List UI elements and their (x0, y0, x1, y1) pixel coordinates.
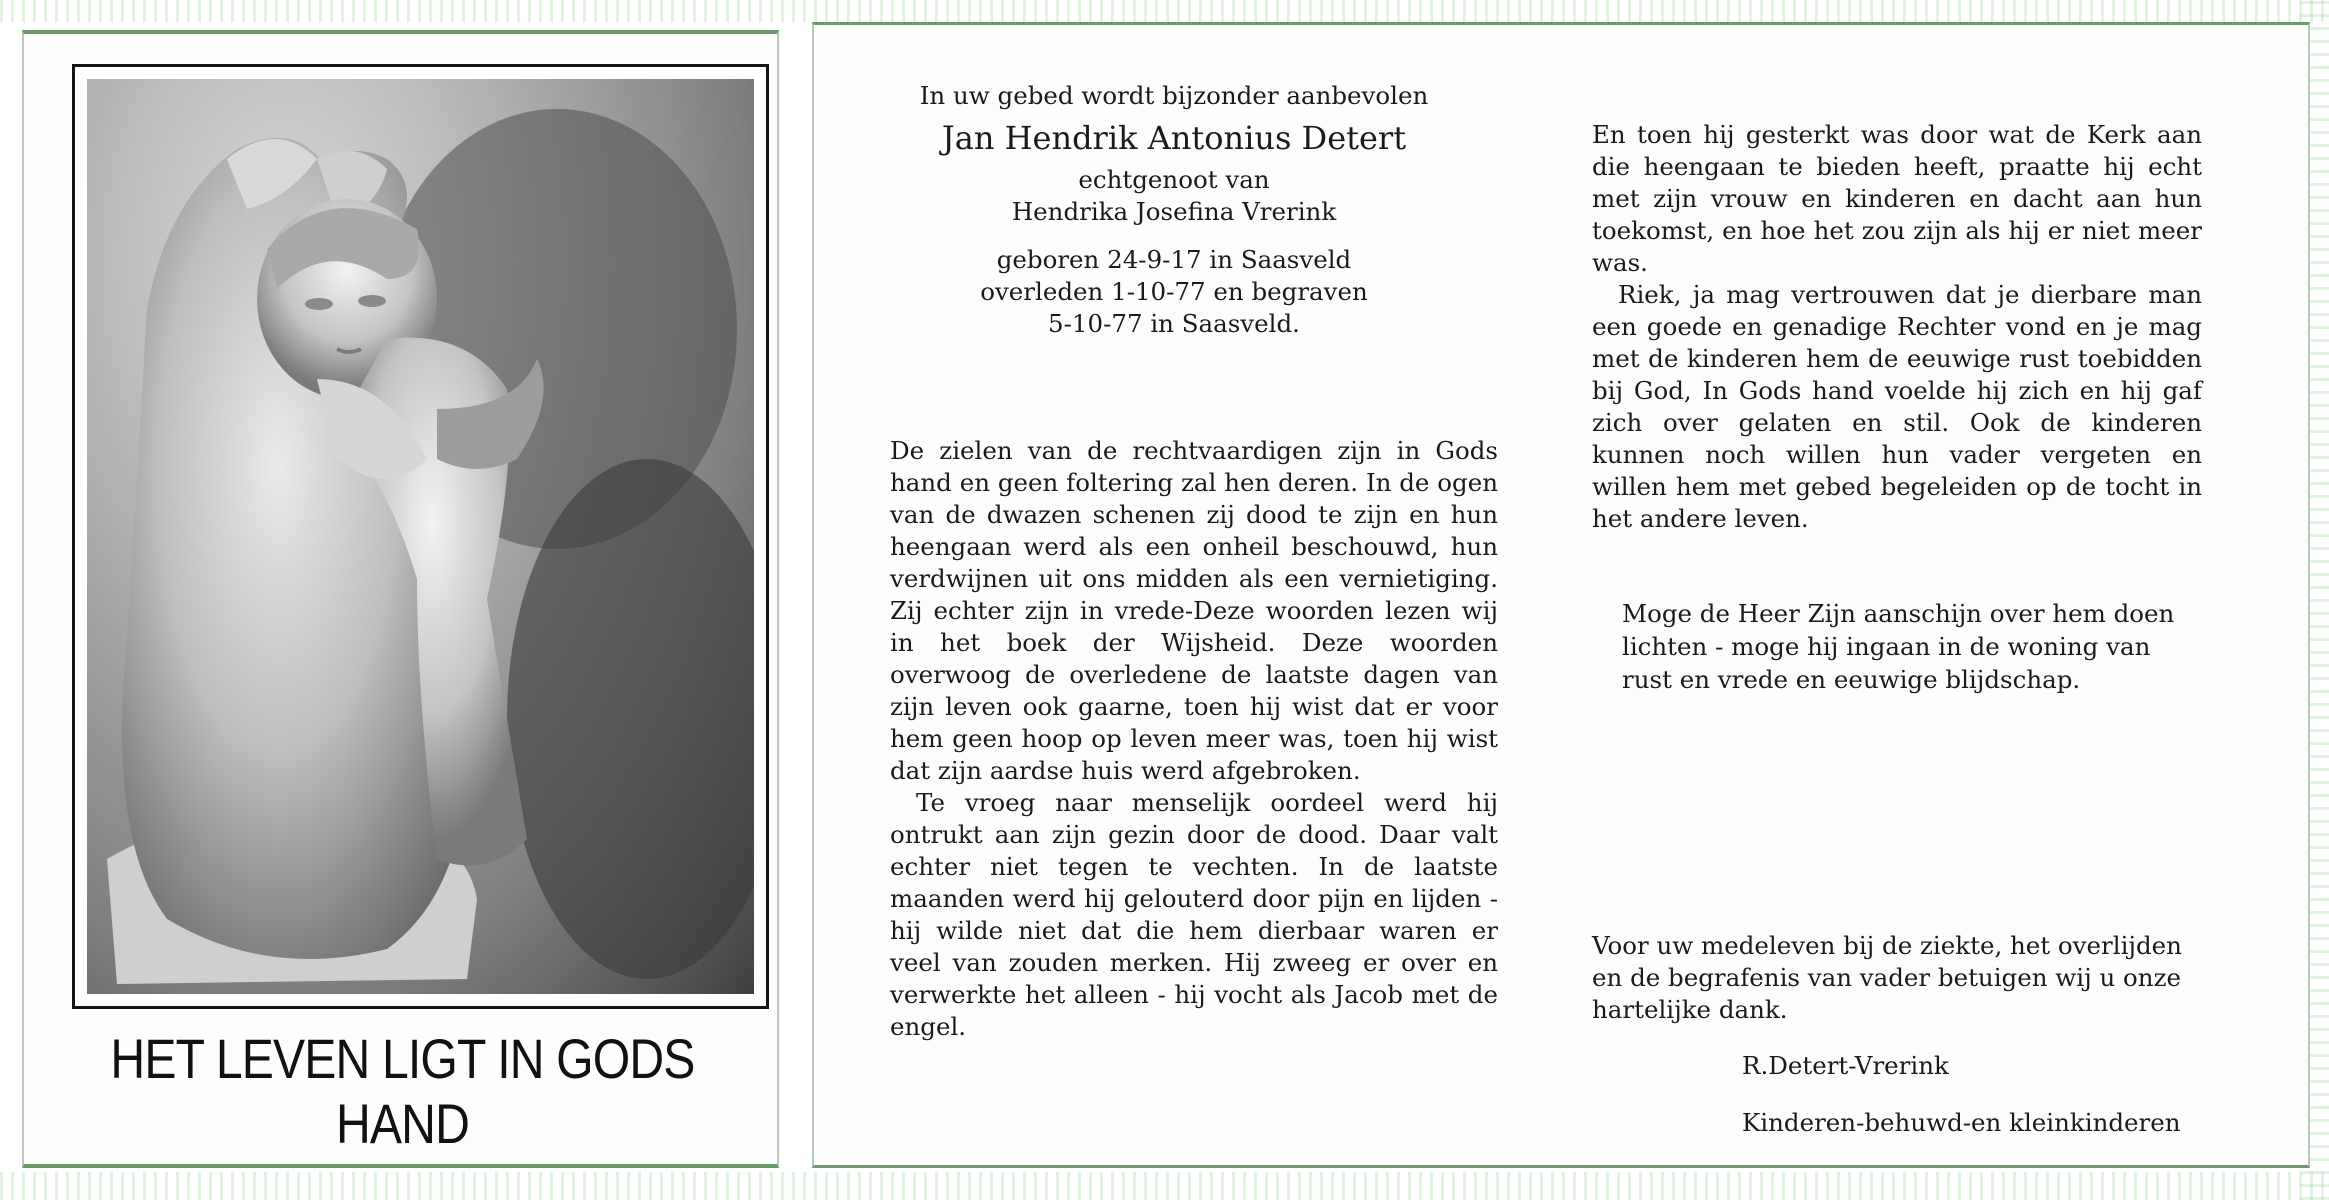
born-date: geboren 24-9-17 in Saasveld (996, 245, 1352, 274)
spouse-name: Hendrika Josefina Vrerink (1011, 197, 1337, 226)
memorial-card-inside (812, 22, 2310, 1168)
paragraph-4: Riek, ja mag vertrouwen dat je dierbare man een goede en genadige Rechter vond en je mag met de kinderen hem de eeuwige rust toebidden bij God, In Gods hand voelde hij zich en hij gaf zich over gelaten en stil. Ook de kinderen kunnen noch willen hun vader vergeten en willen hem met gebed begeleiden op de tocht in het andere leven. (1592, 280, 2202, 533)
deceased-name: Jan Hendrik Antonius Detert (941, 119, 1407, 157)
burial-date: 5-10-77 in Saasveld. (1048, 309, 1300, 338)
death-date: overleden 1-10-77 en begraven (980, 277, 1368, 306)
card-title: HET LEVEN LIGT IN GODS HAND (110, 1027, 695, 1155)
header-block (854, 80, 1494, 340)
paragraph-1: De zielen van de rechtvaardigen zijn in Gods hand en geen foltering zal hen deren. In de ogen van de dwazen schenen zij dood te zijn en hun heengaan werd als een onheil beschouwd, hun verdwijnen uit ons midden als een vernietiging. Zij echter zijn in vrede-Deze woorden lezen wij in het boek der Wijsheid. Deze woorden overwoog de overledene de laatste dagen van zijn leven ook gaarne, toen hij wist dat er voor hem geen hoop op leven meer was, toen hij wist dat zijn aardse huis werd afgebroken. (890, 436, 1498, 785)
signature-line-2: Kinderen-behuwd-en kleinkinderen (1742, 1107, 2181, 1137)
scan-edge-bottom (0, 1172, 2329, 1200)
thanks-block (1592, 905, 2212, 1163)
signature-line-1: R.Detert-Vrerink (1742, 1051, 1949, 1080)
thanks-text: Voor uw medeleven bij de ziekte, het overlijden en de begrafenis van vader betuigen wij u onze hartelijke dank. (1592, 930, 2182, 1024)
memorial-card-front (22, 30, 779, 1168)
paragraph-2: Te vroeg naar menselijk oordeel werd hij ontrukt aan zijn gezin door de dood. Daar valt echter niet tegen te vechten. In de laatste maanden werd hij gelouterd door pijn en lijden -hij wilde niet dat die hem dierbaar waren er veel van zouden merken. Hij zweeg er over en verwerkte het alleen - hij vocht als Jacob met de engel. (890, 788, 1498, 1041)
intro-line: In uw gebed wordt bijzonder aanbevolen (919, 81, 1429, 110)
photo-frame (72, 64, 769, 1009)
scan-edge-top (0, 0, 2329, 22)
hand-sculpture-image (87, 79, 754, 994)
paragraph-3: En toen hij gesterkt was door wat de Kerk aan die heengaan te bieden heeft, praatte hij echt met zijn vrouw en kinderen en dacht aan hun toekomst, en hoe het zou zijn als hij er niet meer was. (1592, 120, 2202, 277)
spouse-line: echtgenoot van (1078, 165, 1270, 194)
prayer-text: Moge de Heer Zijn aanschijn over hem doen lichten - moge hij ingaan in de woning van rust en vrede en eeuwige blijdschap. (1622, 599, 2175, 694)
text-column-left (890, 435, 1498, 1043)
sculpture-photo (87, 79, 754, 994)
text-column-right (1592, 119, 2202, 535)
